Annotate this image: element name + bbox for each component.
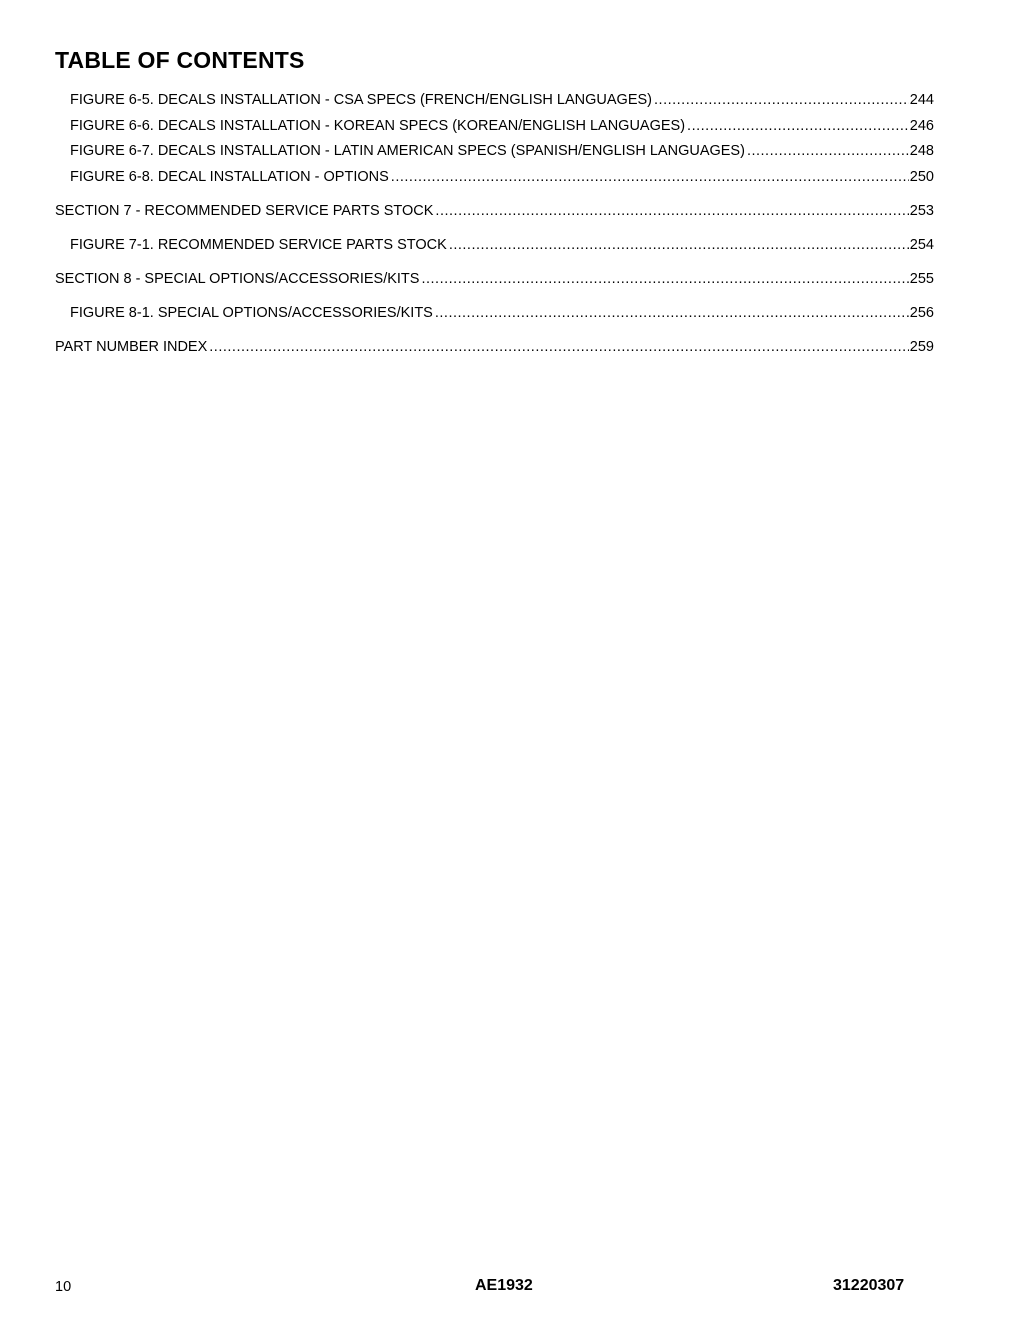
dot-leader	[435, 304, 909, 322]
dot-leader	[687, 117, 909, 135]
toc-entry[interactable]	[70, 236, 934, 254]
footer-page-number: 10	[55, 1279, 72, 1295]
toc-entry-label: FIGURE 6-5. DECALS INSTALLATION - CSA SPECS (FRENCH/ENGLISH LANGUAGES)	[70, 92, 653, 108]
page-title: TABLE OF CONTENTS	[55, 47, 305, 73]
dot-leader	[654, 91, 909, 109]
toc-entry-label: FIGURE 6-6. DECALS INSTALLATION - KOREAN SPECS (KOREAN/ENGLISH LANGUAGES)	[70, 118, 686, 134]
toc-entry[interactable]	[55, 338, 934, 356]
toc-entry-page: 259	[909, 339, 934, 355]
toc-entry[interactable]	[55, 202, 934, 220]
toc-entry-label: SECTION 7 - RECOMMENDED SERVICE PARTS STOCK	[55, 203, 434, 219]
toc-entry-label: FIGURE 6-7. DECALS INSTALLATION - LATIN AMERICAN SPECS (SPANISH/ENGLISH LANGUAGES)	[70, 143, 745, 159]
toc-entry-page: 254	[909, 237, 934, 253]
dot-leader	[449, 236, 909, 254]
toc-entry[interactable]	[70, 117, 934, 135]
toc-entry-page: 248	[909, 143, 934, 159]
dot-leader	[391, 168, 909, 186]
toc-entry-label: FIGURE 8-1. SPECIAL OPTIONS/ACCESSORIES/KITS	[70, 305, 433, 321]
toc-entry-page: 250	[909, 169, 934, 185]
dot-leader	[421, 270, 908, 288]
toc-entry-page: 246	[909, 118, 934, 134]
dot-leader	[209, 338, 909, 356]
toc-entry-label: PART NUMBER INDEX	[55, 339, 208, 355]
toc-entry-label: FIGURE 6-8. DECAL INSTALLATION - OPTIONS	[70, 169, 389, 185]
toc-entry[interactable]	[70, 168, 934, 186]
toc-entry-page: 253	[909, 203, 934, 219]
toc-entry[interactable]	[70, 91, 934, 109]
footer-doc-number: 31220307	[833, 1277, 905, 1294]
toc-entry-label: FIGURE 7-1. RECOMMENDED SERVICE PARTS STOCK	[70, 237, 447, 253]
toc-entry-page: 255	[909, 271, 934, 287]
toc-entry[interactable]	[70, 142, 934, 160]
toc-entry[interactable]	[55, 270, 934, 288]
dot-leader	[435, 202, 908, 220]
footer-model: AE1932	[475, 1277, 533, 1294]
dot-leader	[747, 142, 909, 160]
toc-entry-page: 244	[909, 92, 934, 108]
toc-entry-page: 256	[909, 305, 934, 321]
toc-entry-label: SECTION 8 - SPECIAL OPTIONS/ACCESSORIES/KITS	[55, 271, 420, 287]
toc-entry[interactable]	[70, 304, 934, 322]
